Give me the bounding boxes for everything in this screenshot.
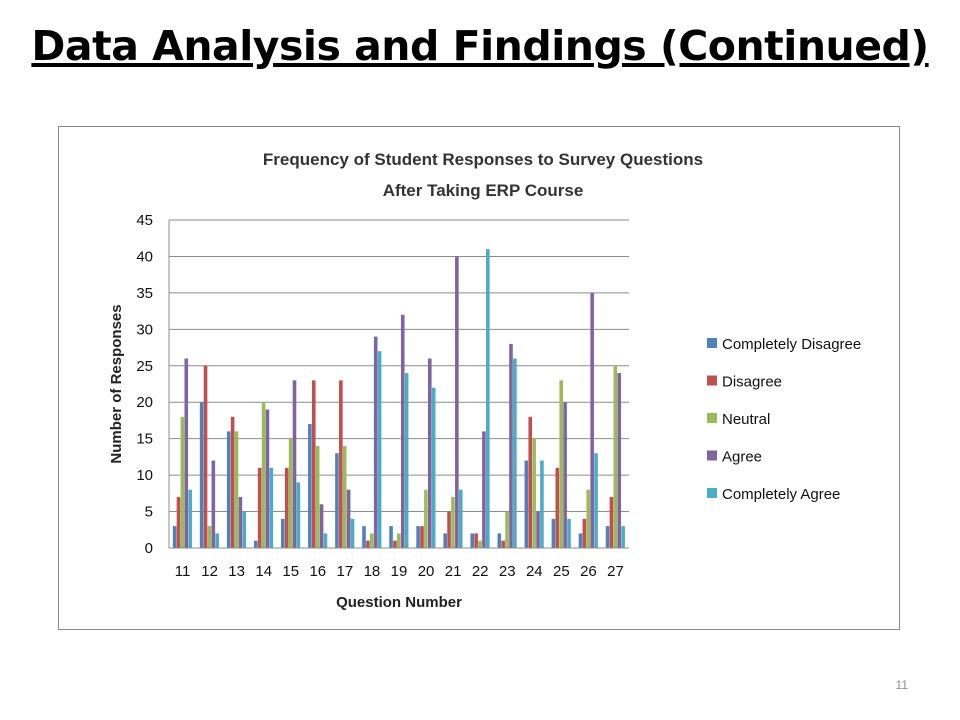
x-tick-label: 17 [336, 563, 354, 580]
bar-agree [347, 490, 351, 548]
bar-disagree [285, 468, 289, 548]
bar-agree [536, 512, 540, 548]
bar-completely-disagree [606, 526, 610, 548]
bar-completely-disagree [200, 402, 204, 548]
bar-neutral [343, 446, 347, 548]
bar-agree [617, 373, 621, 548]
bar-neutral [316, 446, 320, 548]
y-axis-title: Number of Responses [108, 304, 125, 464]
bar-agree [509, 344, 513, 548]
bar-agree [563, 402, 567, 548]
bar-neutral [451, 497, 455, 548]
bar-disagree [393, 541, 397, 548]
legend-swatch [707, 338, 717, 348]
bar-completely-disagree [416, 526, 420, 548]
bar-completely-disagree [389, 526, 393, 548]
chart-title-line: Frequency of Student Responses to Survey Questions [262, 150, 704, 169]
bar-neutral [397, 533, 401, 548]
bar-completely-disagree [525, 461, 529, 548]
x-axis-title: Question Number [336, 594, 462, 611]
bar-disagree [231, 417, 235, 548]
x-tick-label: 21 [444, 563, 462, 580]
bar-chart [59, 127, 899, 629]
bar-completely-agree [486, 249, 490, 548]
y-tick-label: 40 [136, 248, 153, 266]
bar-completely-agree [459, 490, 463, 548]
legend-swatch [707, 488, 717, 498]
x-tick-label: 12 [201, 563, 218, 580]
bar-completely-agree [324, 533, 328, 548]
x-tick-label: 27 [607, 563, 624, 580]
bar-completely-disagree [281, 519, 285, 548]
bar-neutral [614, 366, 618, 548]
legend-label: Disagree [722, 373, 783, 391]
bar-neutral [235, 431, 239, 548]
bar-completely-disagree [552, 519, 556, 548]
bar-agree [184, 358, 188, 548]
bar-agree [428, 358, 432, 548]
y-tick-label: 10 [136, 467, 153, 485]
legend-swatch [707, 413, 717, 423]
x-tick-label: 25 [553, 563, 570, 580]
bar-disagree [177, 497, 181, 548]
bar-agree [212, 461, 216, 548]
bar-neutral [532, 439, 536, 548]
page-number: 11 [895, 678, 908, 692]
bar-completely-agree [242, 512, 246, 548]
bar-disagree [583, 519, 587, 548]
legend-label: Neutral [722, 411, 771, 428]
bar-agree [239, 497, 243, 548]
y-tick-label: 15 [136, 430, 153, 448]
bar-agree [455, 256, 459, 548]
bar-disagree [610, 497, 614, 548]
bar-completely-agree [540, 461, 544, 548]
bar-disagree [447, 512, 451, 548]
bar-completely-disagree [254, 541, 258, 548]
bar-completely-agree [378, 351, 382, 548]
slide-title: Data Analysis and Findings (Continued) [31, 22, 929, 70]
bar-completely-disagree [335, 453, 339, 548]
bar-disagree [339, 380, 343, 548]
bar-completely-agree [567, 519, 571, 548]
bar-neutral [370, 533, 374, 548]
bar-agree [374, 337, 378, 548]
legend-label: Agree [722, 448, 763, 466]
bar-disagree [312, 380, 316, 548]
bar-neutral [181, 417, 185, 548]
bar-completely-disagree [227, 431, 231, 548]
x-tick-label: 22 [471, 563, 489, 580]
x-tick-label: 16 [309, 563, 327, 580]
bar-completely-agree [188, 490, 192, 548]
x-tick-label: 23 [498, 563, 516, 580]
y-tick-label: 25 [136, 357, 153, 375]
x-tick-label: 20 [417, 563, 435, 580]
legend-swatch [707, 451, 717, 461]
bar-neutral [208, 526, 212, 548]
bar-neutral [289, 439, 293, 548]
x-tick-label: 11 [174, 563, 191, 580]
bar-agree [266, 410, 270, 548]
x-tick-label: 24 [525, 563, 543, 580]
x-tick-label: 18 [363, 563, 381, 580]
bar-completely-agree [594, 453, 598, 548]
bar-neutral [505, 512, 509, 548]
bar-disagree [258, 468, 262, 548]
bar-disagree [528, 417, 532, 548]
bar-disagree [204, 366, 208, 548]
y-tick-label: 35 [136, 284, 153, 302]
bar-completely-disagree [579, 533, 583, 548]
bar-completely-agree [513, 358, 517, 548]
bar-completely-agree [270, 468, 274, 548]
bar-completely-disagree [362, 526, 366, 548]
bar-completely-disagree [308, 424, 312, 548]
legend-label: Completely Disagree [722, 336, 862, 353]
legend-label: Completely Agree [722, 486, 841, 503]
y-tick-label: 0 [144, 540, 153, 557]
bar-disagree [420, 526, 424, 548]
x-tick-label: 13 [228, 563, 245, 580]
chart-title [263, 150, 703, 200]
bar-completely-disagree [497, 533, 501, 548]
chart-title-line: After Taking ERP Course [382, 181, 584, 200]
x-tick-label: 26 [580, 563, 597, 580]
bar-completely-disagree [173, 526, 177, 548]
bars [173, 249, 625, 548]
legend-swatch [707, 376, 717, 386]
chart-frame [58, 126, 900, 630]
y-tick-label: 5 [144, 503, 153, 521]
bar-neutral [424, 490, 428, 548]
bar-neutral [478, 541, 482, 548]
bar-agree [320, 504, 324, 548]
x-tick-label: 15 [282, 563, 300, 580]
bar-neutral [262, 402, 266, 548]
bar-disagree [556, 468, 560, 548]
bar-completely-agree [432, 388, 436, 548]
x-tick-label: 19 [390, 563, 408, 580]
y-tick-label: 45 [136, 212, 153, 229]
bar-completely-agree [215, 533, 219, 548]
bar-disagree [366, 541, 370, 548]
bar-agree [482, 431, 486, 548]
bar-completely-disagree [470, 533, 474, 548]
bar-completely-disagree [443, 533, 447, 548]
y-tick-label: 20 [136, 394, 153, 412]
bar-agree [590, 293, 594, 548]
legend [707, 336, 861, 503]
x-tick-label: 14 [255, 563, 273, 580]
bar-disagree [474, 533, 478, 548]
bar-neutral [586, 490, 590, 548]
y-tick-label: 30 [136, 321, 153, 339]
bar-agree [293, 380, 297, 548]
bar-completely-agree [621, 526, 625, 548]
bar-neutral [559, 380, 563, 548]
bar-disagree [501, 541, 505, 548]
bar-agree [401, 315, 405, 548]
bar-completely-agree [351, 519, 355, 548]
bar-completely-agree [297, 482, 301, 548]
bar-completely-agree [405, 373, 409, 548]
